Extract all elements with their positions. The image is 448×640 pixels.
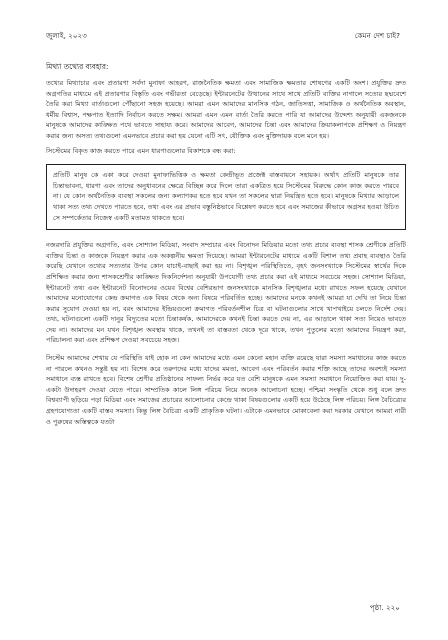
header-date: জুলাই, ২০২৩ xyxy=(46,31,87,40)
boxed-paragraph xyxy=(46,164,406,230)
page-number: পৃষ্ঠা. ২২০ xyxy=(369,603,400,612)
paragraph-isolation: প্রতিটি মানুষ কে একা করে দেওয়া মুনাফাভিত্তিক ও ক্ষমতা কেন্দ্রীভূত প্রজেক্ট বাস্তবায়নে সহায়ক। অর্থাৎ প্রতিটি মানুষকে তার চিন্তাভাবনা, ধারণা এবং তাদের অনুধাবনের ক্ষেত্রে বিচ্ছিন্ন করে দিলে তারা একত্রিত হয়ে সিস্টেমের বিরুদ্ধে কোন কাজ করতে পারবে না। যে কোন অর্থনৈতিক ব্যবস্থা সকলের জন্য কল্যাণকর হতে হবে যখন তা সকলের দ্বারা নিয়ন্ত্রিত হতে হবে। মানুষকে মিথ্যার আড়ালে থাকা সত্য তথ্য দেখতে পারতে হবে, তথ্য এবং এর প্রভাব বস্তুনিষ্ঠভাবে বিশ্লেষণ করতে হবে এবং সমাজের কীভাবে অগ্রসর হওয়া উচিত সে সম্পর্কেতার নিজেস্ব একটি মতামত থাকতে হবে। xyxy=(53,171,399,222)
paragraph-subheading: সিস্টেমের বিকৃত কাজ করতে পারে এমন ধারণাগুলোর বিকাশকে বন্ধ করা: xyxy=(46,146,236,155)
paragraph-system-teaching: সিস্টেম আমাদের শেখায় যে পরিস্থিতি যাই হোক না কেন আমাদের মধ্যে এমন কেনো মহান ব্যক্তি রয়েছে যারা সমস্যা সমাধানের কাজ করতে না পারলে কখনও সন্তুষ্ট হয় না। বিশেষ করে তরুণদের মধ্যে যাদের মমতা, আবেগ এবং পরিবর্তন করার শক্তি আছে তাদের অবশ্যই সমস্যা সমাধানে ব্যস্ত রাখতে হবে। বিশেষ শ্রেণীর প্রতিষ্ঠানের সাফল্য নির্ভর করে যত বেশি মানুষকে এমন সমস্যা সমাধানে নিয়োজিত করা যায়। দু-একটা উদাহরণ দেওয়া যেতে পারে। সাম্প্রতিক কালে লিঙ্গ পরিচয় নিয়ে অনেক আলোচনা হচ্ছে। পশ্চিমা সংস্কৃতি থেকে শুধু বলে দ্রুত বিশ্বব্যাপী ছড়িয়ে পড়া মিডিয়া এবং সমাজের প্রচারের আলোচনার কেন্দ্রে থাকা বিষয়গুলোর একটি হয়ে উঠেছে লিঙ্গ পরিচয়। লিঙ্গ বৈচিত্র্যের গ্রহণযোগ্যতা একটি বাস্তব সমস্যা। কিন্তু লিঙ্গ বৈচিত্র্য একটি প্রাকৃতিক ঘটনা। এটাকে এমনভাবে মোকাবেলা করা দরকার যেখানে আমরা নারী ও পুরুষের অস্তিত্বকে যতটা xyxy=(46,354,406,426)
paragraph-misinformation: তথ্যের মিথ্যাচার এবং প্রতারণা সর্বদা মুনাফা আহরণ, রাজনৈতিক ক্ষমতা এবং সামাজিক ক্ষমতার শোষণের একটি অংশ। প্রযুক্তির দ্রুত অগ্রগতির মাধ্যমে এই প্রতারণার বিস্তৃতি এবং গভীরতা বেড়েছে। ইন্টারনেটের উত্থানের সাথে সাথে প্রতিটি ব্যক্তির নাগালে সত্যের ছদ্মবেশে তৈরি করা মিথ্যা বার্তাগুলো পৌঁছানো সহজ হয়েছে। আমরা এমন আমাদের মানসিক গঠন, জাতিসত্তা, সামাজিক ও অর্থনৈতিক অবস্থান, ধর্মীয় বিশ্বাস, পক্ষপাত ইত্যাদি নির্বাচন করতে সক্ষম। আমরা এমন এমন বার্তা তৈরি করতে পারি যা আমাদের উদ্দেশ্য অনুযায়ী একজনকে মানুষকে আমাদের কাঙ্ক্ষিত পথে ভাবতে সাহায্য করে। আমাদের আবেগ, আমাদের চিন্তা এবং আমাদের ক্রিয়াকলাপকে প্রশিক্ষণ ও নিয়ন্ত্রণ করার জন্য অসত্য তথ্যগুলো এমনভাবে প্রচার করা হয় যেনো এটি সৎ, যৌক্তিক এবং মুক্তিদায়ক বলে মনে হয়। xyxy=(46,79,406,140)
section-heading: মিথ্যা তথ্যের ব্যবহার: xyxy=(46,62,109,71)
header-title: কেমন দেশ চাই? xyxy=(354,31,400,40)
article-body xyxy=(46,62,406,427)
paragraph-surveillance: নজরদারি প্রযুক্তির অগ্রগতি, এবং সোশ্যাল মিডিয়া, সংবাদ সম্প্রচার এবং বিনোদন মিডিয়ার মতো তথ্য প্রচার ব্যবস্থা শাসক শ্রেণীকে প্রতিটি ব্যক্তির চিন্তা ও কাজকে নিয়ন্ত্রণ করার এক অকল্পনীয় ক্ষমতা দিয়েছে। আমরা ইন্টারনেটের মাধ্যমে একটি বিশাল তথ্য প্রবাহ ব্যবস্থাও তৈরি করেছি যেখানে তথ্যের সত্যতার উপর কোন যাচাই-বাছাই করা হয় না। বিশৃঙ্খল পরিস্থিতিতে, বৃহৎ জনসংখ্যাকে সিস্টেমের স্বার্থের দিকে প্রশিক্ষিত করার জন্য শাসকশ্রেণীর কাঙ্ক্ষিত দিকনির্দেশনা অনুযায়ী উপযোগী তথ্য প্রচার করা এই মাধ্যমে সবচেয়ে সহজ। সোশ্যাল মিডিয়া, ইন্টারনেট তথ্য এবং ইন্টারনেট বিনোদনের ওয়েব বিশ্বের বেশিরভাগ জনসংখ্যাকে মানসিক বিশৃঙ্খলার মধ্যে রাখতে সফল হয়েছে যেখানে আমাদের মনোযোগের কেন্দ্র ক্রমাগত এক বিষয় থেকে অন্য বিষয়ে পরিবর্তিত হচ্ছে। আমাদের মনকে কখনই আমরা যা দেখি তা নিয়ে চিন্তা করার সুযোগ দেওয়া হয় না, বরং আমাদের ইন্দ্রিয়গুলো ক্রমাগত পরিবর্তনশীল চিত্র বা ঘটনাগুলোর সাথে খাপখাইয়ে চলতে নির্দেশ দেয়। তথ্য, ঘটনাগুলো একটি দানুর বিদ্যুতের মতো চিন্তাকর্ষক, আমাদেরকে কখনই চিন্তা করতে দেয় না, এর আড়ালে থাকা সত্য নিয়েও ভাবতে দেয় না। আমাদের মন যখন বিশৃঙ্খল অবস্থায় থাকে, তখনই তা বাস্তবতা থেকে দূরে থাকে, তখন পুতুলের মতো আমাদের নিয়ন্ত্রণ করা, পরিচালনা করা এবং প্রশিক্ষণ দেওয়া সবচেয়ে সহজ। xyxy=(46,241,406,345)
